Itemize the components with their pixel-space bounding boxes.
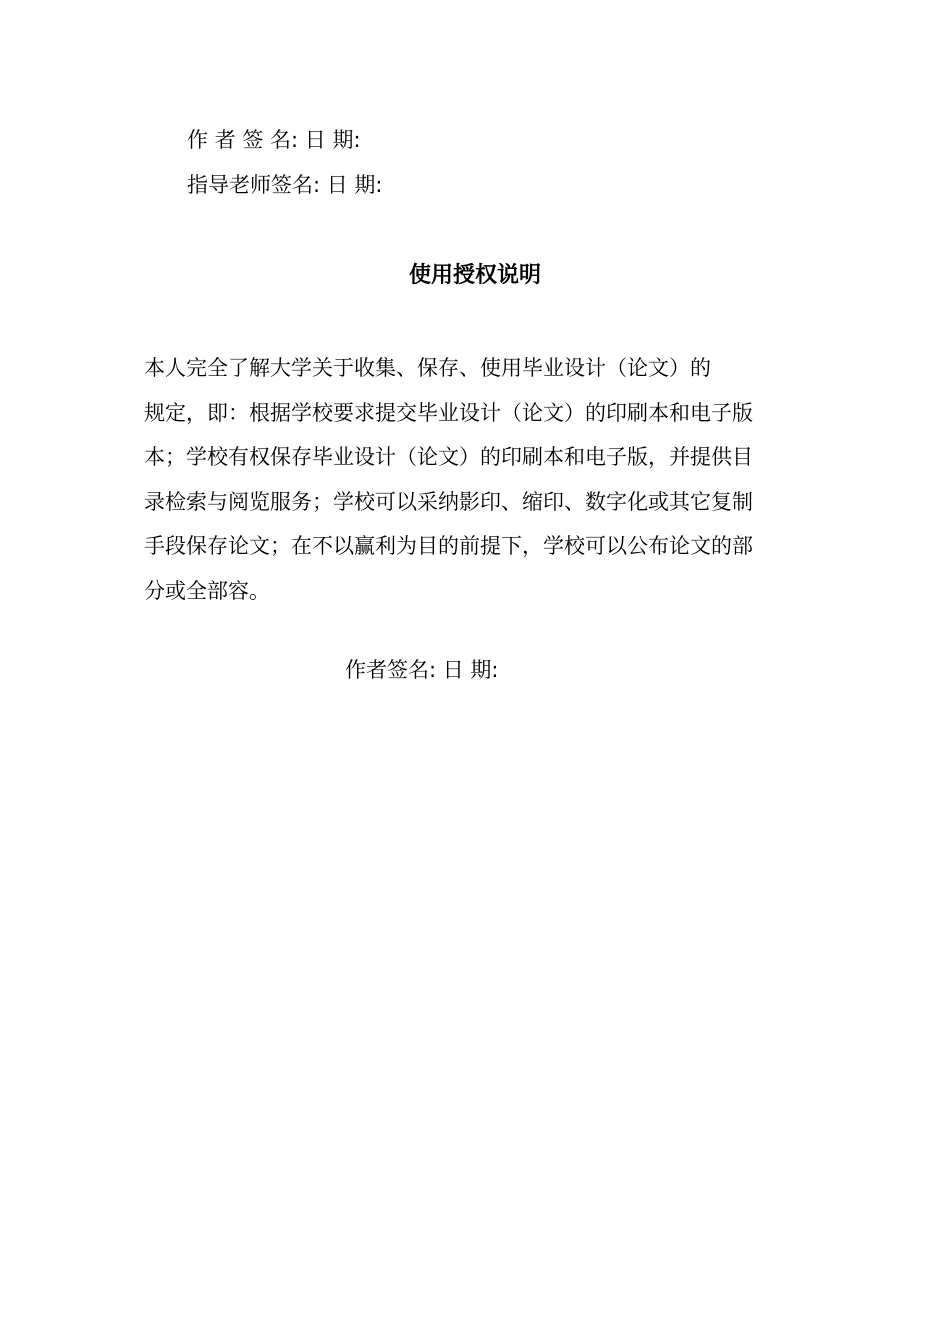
paragraph-line: 分或全部容。 <box>144 579 270 603</box>
author-signature-date-line: 作 者 签 名: 日 期: <box>187 128 361 152</box>
advisor-signature-date-line: 指导老师签名: 日 期: <box>187 173 383 197</box>
paragraph-line: 录检索与阅览服务；学校可以采纳影印、缩印、数字化或其它复制 <box>144 490 753 514</box>
author-signature-date-line-bottom: 作者签名: 日 期: <box>345 658 499 682</box>
authorization-title: 使用授权说明 <box>408 263 541 288</box>
paragraph-line: 规定，即：根据学校要求提交毕业设计（论文）的印刷本和电子版 <box>144 401 753 425</box>
paragraph-line: 手段保存论文；在不以赢利为目的前提下，学校可以公布论文的部 <box>144 534 753 558</box>
paragraph-line: 本人完全了解大学关于收集、保存、使用毕业设计（论文）的 <box>144 356 711 380</box>
paragraph-line: 本；学校有权保存毕业设计（论文）的印刷本和电子版，并提供目 <box>144 445 753 469</box>
